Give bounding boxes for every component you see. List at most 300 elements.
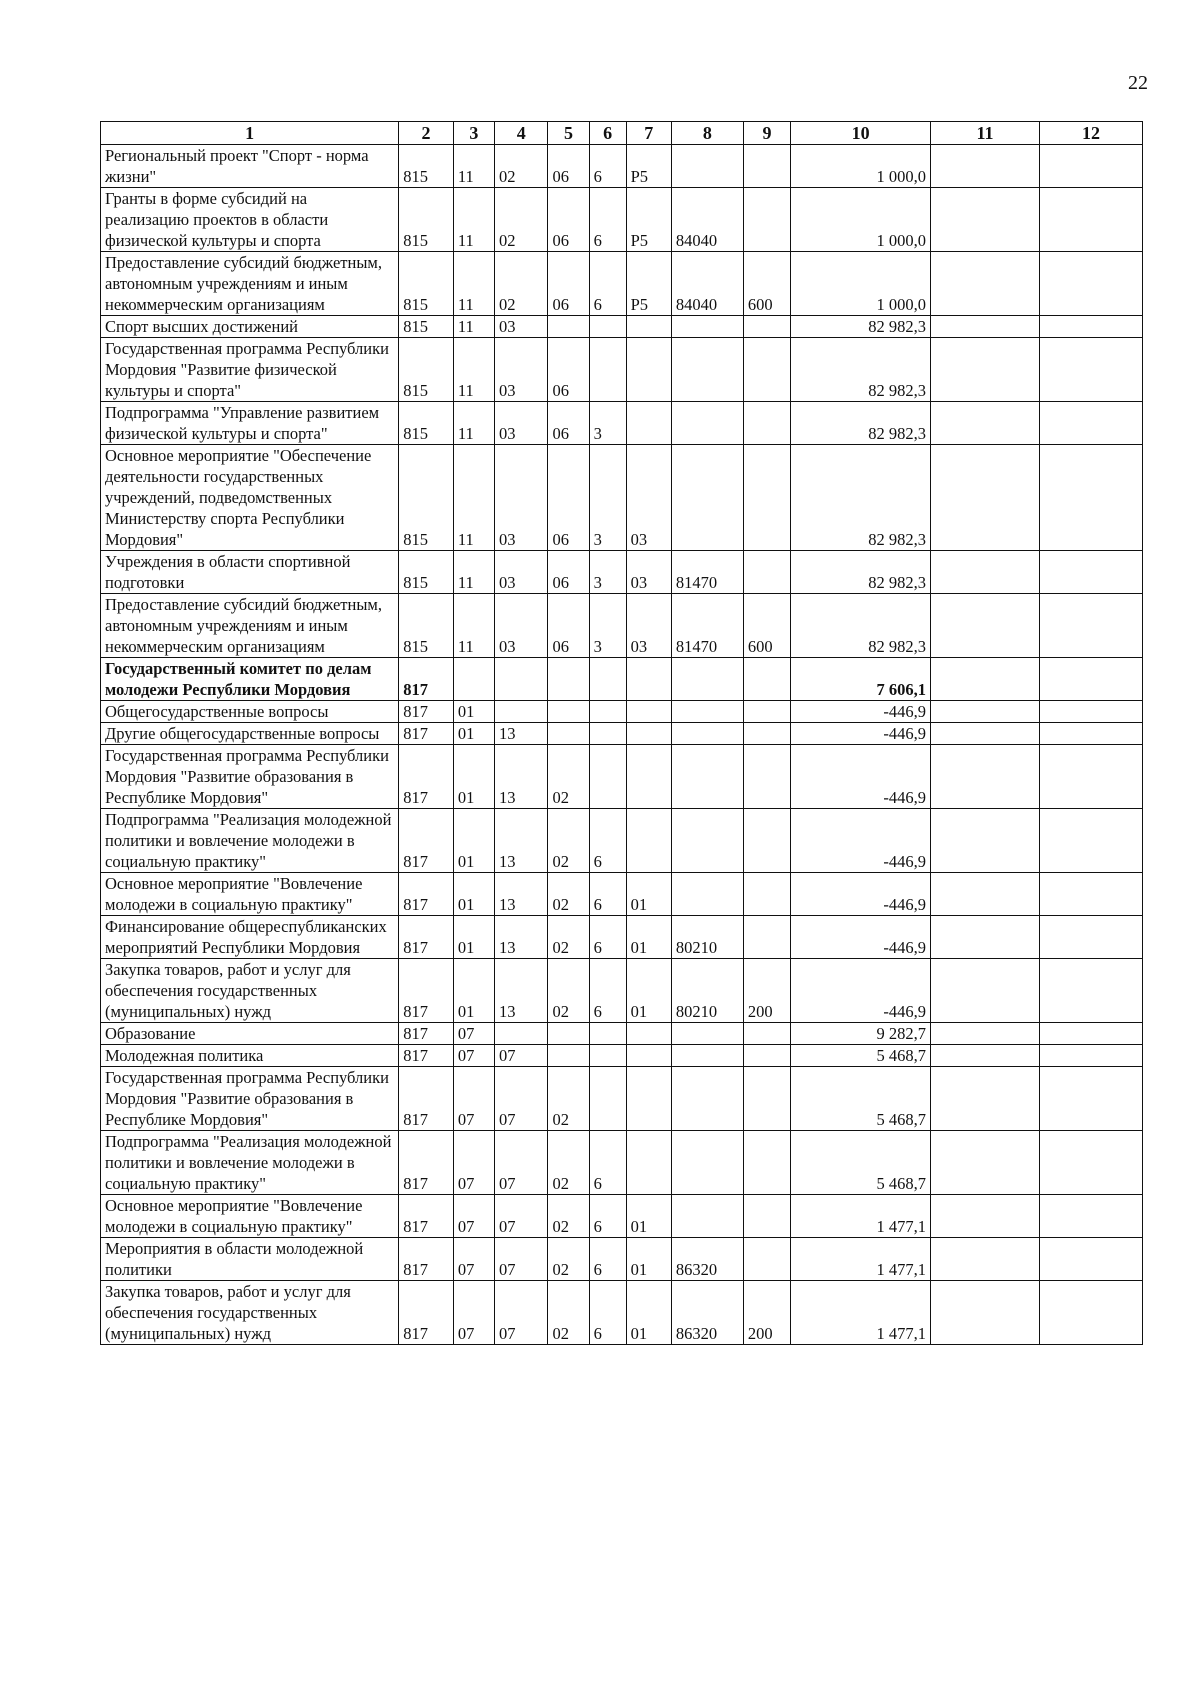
cell-om: 03 xyxy=(626,551,671,594)
cell-col11 xyxy=(931,1067,1040,1131)
cell-name: Государственная программа Республики Мордовия "Развитие образования в Республике Мордовия" xyxy=(101,745,399,809)
cell-col12 xyxy=(1040,1045,1143,1067)
cell-rz: 01 xyxy=(453,873,494,916)
table-row xyxy=(101,316,1143,338)
col-header-8: 8 xyxy=(671,122,743,145)
cell-om: 01 xyxy=(626,916,671,959)
cell-pp: 6 xyxy=(589,1281,626,1345)
cell-om xyxy=(626,1131,671,1195)
cell-col12 xyxy=(1040,873,1143,916)
cell-om xyxy=(626,338,671,402)
cell-vr xyxy=(743,701,790,723)
cell-gp: 06 xyxy=(548,252,589,316)
cell-kvsr: 817 xyxy=(399,1281,454,1345)
cell-pr xyxy=(494,701,547,723)
cell-gp: 02 xyxy=(548,1195,589,1238)
cell-sum: 82 982,3 xyxy=(791,316,931,338)
cell-vr xyxy=(743,188,790,252)
cell-om: P5 xyxy=(626,188,671,252)
cell-rz: 01 xyxy=(453,809,494,873)
cell-kvsr: 817 xyxy=(399,916,454,959)
cell-rz: 11 xyxy=(453,445,494,551)
cell-name: Закупка товаров, работ и услуг для обеспечения государственных (муниципальных) нужд xyxy=(101,959,399,1023)
cell-nr xyxy=(671,338,743,402)
cell-kvsr: 817 xyxy=(399,1023,454,1045)
cell-om xyxy=(626,1067,671,1131)
cell-pp: 6 xyxy=(589,916,626,959)
cell-pr: 03 xyxy=(494,402,547,445)
cell-pr: 07 xyxy=(494,1238,547,1281)
table-row xyxy=(101,188,1143,252)
cell-pp: 6 xyxy=(589,188,626,252)
cell-rz: 11 xyxy=(453,316,494,338)
cell-om xyxy=(626,723,671,745)
cell-vr xyxy=(743,551,790,594)
cell-om xyxy=(626,402,671,445)
cell-pp xyxy=(589,658,626,701)
cell-rz: 01 xyxy=(453,916,494,959)
cell-nr xyxy=(671,701,743,723)
cell-nr xyxy=(671,658,743,701)
cell-kvsr: 815 xyxy=(399,551,454,594)
col-header-7: 7 xyxy=(626,122,671,145)
cell-pp: 3 xyxy=(589,402,626,445)
cell-col11 xyxy=(931,809,1040,873)
cell-pr: 07 xyxy=(494,1067,547,1131)
cell-nr xyxy=(671,1023,743,1045)
cell-col12 xyxy=(1040,1023,1143,1045)
cell-sum: 1 000,0 xyxy=(791,188,931,252)
cell-nr xyxy=(671,723,743,745)
cell-name: Учреждения в области спортивной подготовки xyxy=(101,551,399,594)
cell-rz xyxy=(453,658,494,701)
cell-col11 xyxy=(931,873,1040,916)
table-row xyxy=(101,402,1143,445)
cell-pr: 03 xyxy=(494,338,547,402)
table-row xyxy=(101,1131,1143,1195)
cell-pp: 6 xyxy=(589,959,626,1023)
cell-nr xyxy=(671,1067,743,1131)
cell-pr: 13 xyxy=(494,916,547,959)
cell-pr: 03 xyxy=(494,445,547,551)
header-row xyxy=(101,122,1143,145)
table-row xyxy=(101,959,1143,1023)
cell-rz: 11 xyxy=(453,188,494,252)
table-row xyxy=(101,1281,1143,1345)
cell-gp: 02 xyxy=(548,1131,589,1195)
cell-kvsr: 815 xyxy=(399,316,454,338)
cell-pr: 13 xyxy=(494,723,547,745)
cell-gp: 02 xyxy=(548,809,589,873)
cell-nr xyxy=(671,316,743,338)
col-header-10: 10 xyxy=(791,122,931,145)
cell-col11 xyxy=(931,145,1040,188)
cell-col11 xyxy=(931,551,1040,594)
cell-sum: 7 606,1 xyxy=(791,658,931,701)
cell-gp: 02 xyxy=(548,959,589,1023)
cell-nr: 86320 xyxy=(671,1238,743,1281)
cell-pp xyxy=(589,701,626,723)
cell-nr xyxy=(671,145,743,188)
table-row xyxy=(101,809,1143,873)
cell-col12 xyxy=(1040,723,1143,745)
cell-pr: 02 xyxy=(494,188,547,252)
cell-rz: 07 xyxy=(453,1045,494,1067)
cell-name: Мероприятия в области молодежной политики xyxy=(101,1238,399,1281)
table-row xyxy=(101,1045,1143,1067)
cell-gp: 02 xyxy=(548,1238,589,1281)
cell-col11 xyxy=(931,1238,1040,1281)
cell-vr xyxy=(743,1238,790,1281)
cell-vr xyxy=(743,809,790,873)
cell-vr xyxy=(743,873,790,916)
cell-nr: 84040 xyxy=(671,188,743,252)
table-row xyxy=(101,916,1143,959)
cell-pr: 07 xyxy=(494,1281,547,1345)
cell-col12 xyxy=(1040,551,1143,594)
cell-kvsr: 817 xyxy=(399,1195,454,1238)
cell-kvsr: 817 xyxy=(399,701,454,723)
cell-gp: 06 xyxy=(548,145,589,188)
cell-kvsr: 817 xyxy=(399,809,454,873)
cell-pr xyxy=(494,1023,547,1045)
cell-gp: 06 xyxy=(548,445,589,551)
cell-gp: 06 xyxy=(548,402,589,445)
cell-pp xyxy=(589,723,626,745)
cell-gp xyxy=(548,701,589,723)
cell-sum: -446,9 xyxy=(791,959,931,1023)
cell-pp: 6 xyxy=(589,873,626,916)
cell-kvsr: 815 xyxy=(399,145,454,188)
cell-kvsr: 817 xyxy=(399,723,454,745)
col-header-12: 12 xyxy=(1040,122,1143,145)
cell-name: Молодежная политика xyxy=(101,1045,399,1067)
table-row xyxy=(101,551,1143,594)
table-row xyxy=(101,1238,1143,1281)
cell-om: 01 xyxy=(626,959,671,1023)
cell-col11 xyxy=(931,916,1040,959)
cell-sum: -446,9 xyxy=(791,916,931,959)
cell-vr xyxy=(743,745,790,809)
cell-col12 xyxy=(1040,252,1143,316)
cell-name: Финансирование общереспубликанских мероприятий Республики Мордовия xyxy=(101,916,399,959)
cell-rz: 11 xyxy=(453,338,494,402)
table-row xyxy=(101,145,1143,188)
cell-name: Основное мероприятие "Обеспечение деятельности государственных учреждений, подведомственных Министерству спорта Республики Мордовия" xyxy=(101,445,399,551)
cell-kvsr: 817 xyxy=(399,745,454,809)
cell-pr: 07 xyxy=(494,1195,547,1238)
cell-kvsr: 817 xyxy=(399,1067,454,1131)
cell-vr xyxy=(743,723,790,745)
table-row xyxy=(101,745,1143,809)
cell-col11 xyxy=(931,701,1040,723)
cell-sum: -446,9 xyxy=(791,701,931,723)
cell-col11 xyxy=(931,594,1040,658)
col-header-4: 4 xyxy=(494,122,547,145)
col-header-9: 9 xyxy=(743,122,790,145)
cell-om xyxy=(626,658,671,701)
cell-om xyxy=(626,1045,671,1067)
cell-nr xyxy=(671,1195,743,1238)
cell-col12 xyxy=(1040,809,1143,873)
cell-col11 xyxy=(931,658,1040,701)
cell-col12 xyxy=(1040,1238,1143,1281)
cell-nr xyxy=(671,745,743,809)
cell-name: Спорт высших достижений xyxy=(101,316,399,338)
cell-name: Гранты в форме субсидий на реализацию проектов в области физической культуры и спорта xyxy=(101,188,399,252)
cell-col11 xyxy=(931,188,1040,252)
cell-col12 xyxy=(1040,445,1143,551)
cell-om xyxy=(626,809,671,873)
cell-rz: 11 xyxy=(453,252,494,316)
cell-vr xyxy=(743,916,790,959)
cell-rz: 01 xyxy=(453,959,494,1023)
cell-kvsr: 815 xyxy=(399,188,454,252)
cell-gp: 02 xyxy=(548,873,589,916)
cell-rz: 01 xyxy=(453,745,494,809)
cell-col11 xyxy=(931,338,1040,402)
cell-rz: 07 xyxy=(453,1195,494,1238)
cell-col12 xyxy=(1040,1067,1143,1131)
table-row xyxy=(101,1067,1143,1131)
cell-nr: 80210 xyxy=(671,916,743,959)
cell-name: Подпрограмма "Управление развитием физической культуры и спорта" xyxy=(101,402,399,445)
cell-nr xyxy=(671,873,743,916)
cell-nr: 80210 xyxy=(671,959,743,1023)
cell-pr: 03 xyxy=(494,316,547,338)
cell-sum: 1 000,0 xyxy=(791,145,931,188)
cell-sum: -446,9 xyxy=(791,809,931,873)
cell-vr xyxy=(743,316,790,338)
cell-om: 01 xyxy=(626,1195,671,1238)
cell-name: Региональный проект "Спорт - норма жизни" xyxy=(101,145,399,188)
cell-sum: -446,9 xyxy=(791,723,931,745)
cell-sum: 82 982,3 xyxy=(791,551,931,594)
cell-gp: 02 xyxy=(548,916,589,959)
cell-gp xyxy=(548,316,589,338)
cell-rz: 07 xyxy=(453,1281,494,1345)
col-header-3: 3 xyxy=(453,122,494,145)
cell-vr xyxy=(743,445,790,551)
cell-sum: 1 477,1 xyxy=(791,1281,931,1345)
table-row xyxy=(101,658,1143,701)
cell-nr: 86320 xyxy=(671,1281,743,1345)
cell-gp xyxy=(548,723,589,745)
cell-vr: 600 xyxy=(743,594,790,658)
col-header-2: 2 xyxy=(399,122,454,145)
cell-col12 xyxy=(1040,701,1143,723)
cell-name: Другие общегосударственные вопросы xyxy=(101,723,399,745)
cell-col12 xyxy=(1040,959,1143,1023)
col-header-1: 1 xyxy=(101,122,399,145)
table-row xyxy=(101,701,1143,723)
cell-col12 xyxy=(1040,402,1143,445)
cell-pp: 3 xyxy=(589,551,626,594)
cell-pr: 03 xyxy=(494,551,547,594)
col-header-5: 5 xyxy=(548,122,589,145)
cell-om xyxy=(626,745,671,809)
cell-col11 xyxy=(931,1195,1040,1238)
cell-col11 xyxy=(931,316,1040,338)
table-row xyxy=(101,594,1143,658)
cell-col12 xyxy=(1040,1281,1143,1345)
cell-col12 xyxy=(1040,594,1143,658)
cell-name: Предоставление субсидий бюджетным, автономным учреждениям и иным некоммерческим организациям xyxy=(101,594,399,658)
cell-kvsr: 815 xyxy=(399,338,454,402)
cell-sum: 82 982,3 xyxy=(791,402,931,445)
cell-vr xyxy=(743,1131,790,1195)
cell-name: Государственная программа Республики Мордовия "Развитие физической культуры и спорта" xyxy=(101,338,399,402)
cell-sum: 82 982,3 xyxy=(791,445,931,551)
cell-col11 xyxy=(931,1281,1040,1345)
cell-pr: 13 xyxy=(494,873,547,916)
cell-pp xyxy=(589,1045,626,1067)
cell-rz: 07 xyxy=(453,1131,494,1195)
cell-kvsr: 815 xyxy=(399,402,454,445)
cell-vr xyxy=(743,1045,790,1067)
col-header-6: 6 xyxy=(589,122,626,145)
cell-om: 01 xyxy=(626,1281,671,1345)
cell-om: 01 xyxy=(626,1238,671,1281)
cell-col11 xyxy=(931,1023,1040,1045)
cell-om xyxy=(626,1023,671,1045)
cell-kvsr: 815 xyxy=(399,445,454,551)
table-row xyxy=(101,1023,1143,1045)
cell-pr: 03 xyxy=(494,594,547,658)
cell-pp: 6 xyxy=(589,1195,626,1238)
cell-name: Образование xyxy=(101,1023,399,1045)
cell-nr xyxy=(671,1131,743,1195)
cell-col12 xyxy=(1040,145,1143,188)
table-row xyxy=(101,445,1143,551)
table-row xyxy=(101,723,1143,745)
cell-pp xyxy=(589,338,626,402)
cell-nr xyxy=(671,1045,743,1067)
cell-pr: 13 xyxy=(494,959,547,1023)
cell-gp: 02 xyxy=(548,1281,589,1345)
cell-pp: 3 xyxy=(589,445,626,551)
cell-gp: 02 xyxy=(548,1067,589,1131)
cell-pp: 6 xyxy=(589,145,626,188)
cell-pp xyxy=(589,316,626,338)
cell-vr xyxy=(743,402,790,445)
cell-om xyxy=(626,701,671,723)
cell-col11 xyxy=(931,1131,1040,1195)
cell-name: Предоставление субсидий бюджетным, автономным учреждениям и иным некоммерческим организациям xyxy=(101,252,399,316)
cell-rz: 11 xyxy=(453,551,494,594)
cell-rz: 11 xyxy=(453,594,494,658)
cell-rz: 01 xyxy=(453,701,494,723)
cell-sum: 1 477,1 xyxy=(791,1195,931,1238)
cell-gp: 06 xyxy=(548,594,589,658)
cell-col12 xyxy=(1040,745,1143,809)
budget-table xyxy=(100,121,1143,1345)
cell-om: 03 xyxy=(626,594,671,658)
cell-gp: 06 xyxy=(548,551,589,594)
cell-col11 xyxy=(931,252,1040,316)
cell-kvsr: 817 xyxy=(399,1045,454,1067)
cell-kvsr: 817 xyxy=(399,873,454,916)
cell-col12 xyxy=(1040,316,1143,338)
cell-rz: 07 xyxy=(453,1023,494,1045)
cell-rz: 11 xyxy=(453,145,494,188)
cell-name: Закупка товаров, работ и услуг для обеспечения государственных (муниципальных) нужд xyxy=(101,1281,399,1345)
cell-gp: 02 xyxy=(548,745,589,809)
cell-om: 03 xyxy=(626,445,671,551)
cell-sum: 9 282,7 xyxy=(791,1023,931,1045)
cell-sum: 1 000,0 xyxy=(791,252,931,316)
cell-nr: 81470 xyxy=(671,551,743,594)
cell-sum: -446,9 xyxy=(791,745,931,809)
cell-pp xyxy=(589,745,626,809)
cell-pp xyxy=(589,1067,626,1131)
cell-pp xyxy=(589,1023,626,1045)
cell-pr: 07 xyxy=(494,1045,547,1067)
cell-gp: 06 xyxy=(548,188,589,252)
table-row xyxy=(101,252,1143,316)
cell-rz: 07 xyxy=(453,1067,494,1131)
cell-name: Государственный комитет по делам молодежи Республики Мордовия xyxy=(101,658,399,701)
cell-pr: 07 xyxy=(494,1131,547,1195)
cell-sum: -446,9 xyxy=(791,873,931,916)
cell-col12 xyxy=(1040,916,1143,959)
cell-gp xyxy=(548,1023,589,1045)
cell-kvsr: 817 xyxy=(399,1238,454,1281)
cell-gp: 06 xyxy=(548,338,589,402)
cell-col11 xyxy=(931,745,1040,809)
cell-pr: 02 xyxy=(494,145,547,188)
cell-nr xyxy=(671,402,743,445)
cell-sum: 5 468,7 xyxy=(791,1045,931,1067)
cell-pp: 6 xyxy=(589,809,626,873)
cell-kvsr: 817 xyxy=(399,658,454,701)
cell-om: 01 xyxy=(626,873,671,916)
cell-om xyxy=(626,316,671,338)
cell-rz: 07 xyxy=(453,1238,494,1281)
cell-name: Общегосударственные вопросы xyxy=(101,701,399,723)
cell-pr: 13 xyxy=(494,809,547,873)
cell-sum: 82 982,3 xyxy=(791,338,931,402)
cell-gp xyxy=(548,1045,589,1067)
cell-col12 xyxy=(1040,338,1143,402)
cell-om: P5 xyxy=(626,145,671,188)
cell-sum: 5 468,7 xyxy=(791,1131,931,1195)
cell-nr xyxy=(671,445,743,551)
cell-pp: 6 xyxy=(589,252,626,316)
cell-col12 xyxy=(1040,188,1143,252)
cell-pp: 6 xyxy=(589,1238,626,1281)
cell-vr xyxy=(743,338,790,402)
cell-kvsr: 815 xyxy=(399,594,454,658)
cell-col11 xyxy=(931,959,1040,1023)
cell-vr: 600 xyxy=(743,252,790,316)
cell-vr xyxy=(743,1023,790,1045)
cell-col12 xyxy=(1040,658,1143,701)
col-header-11: 11 xyxy=(931,122,1040,145)
cell-rz: 11 xyxy=(453,402,494,445)
cell-nr: 84040 xyxy=(671,252,743,316)
table-body xyxy=(101,145,1143,1345)
cell-rz: 01 xyxy=(453,723,494,745)
cell-nr: 81470 xyxy=(671,594,743,658)
cell-pp: 3 xyxy=(589,594,626,658)
cell-col11 xyxy=(931,723,1040,745)
cell-col11 xyxy=(931,445,1040,551)
cell-vr xyxy=(743,1195,790,1238)
cell-pr xyxy=(494,658,547,701)
cell-col12 xyxy=(1040,1131,1143,1195)
cell-pr: 13 xyxy=(494,745,547,809)
